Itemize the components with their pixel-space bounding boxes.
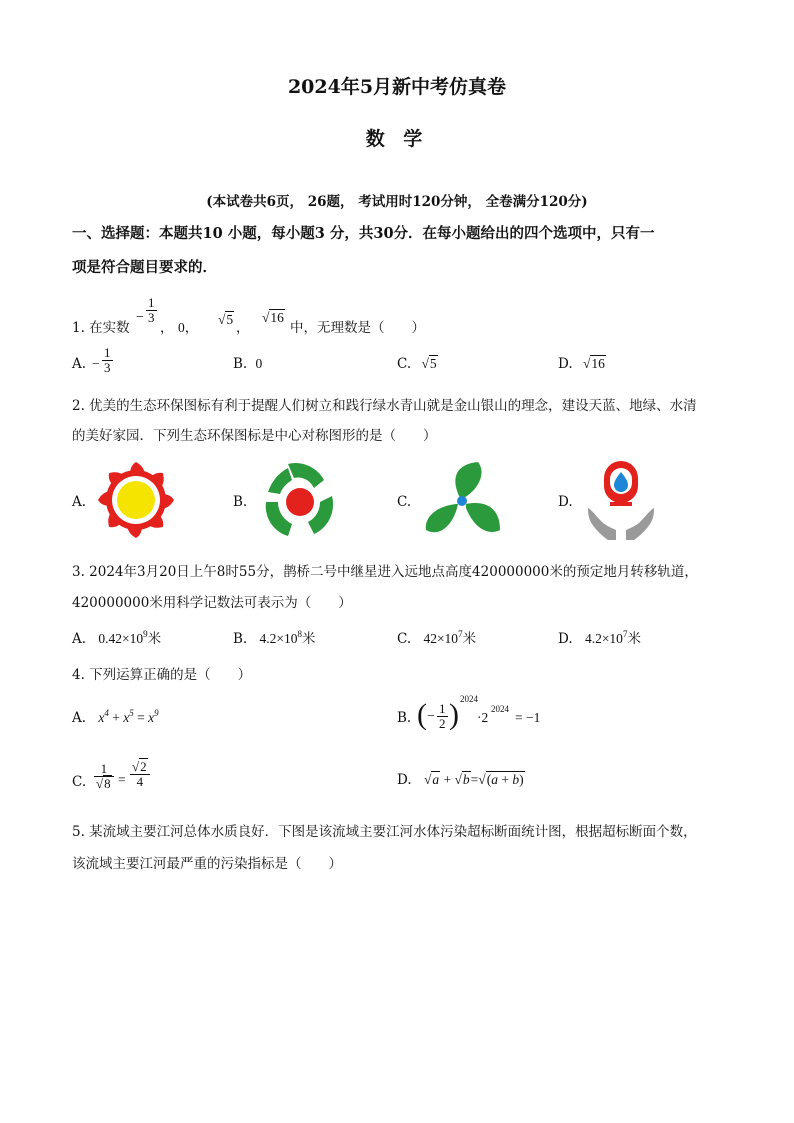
q3-option-a[interactable]: A. $0.42\times 10^9$米 <box>72 629 162 647</box>
q1-fraction: $\frac{1}{3}$ <box>148 295 155 325</box>
q4-option-d[interactable]: D. √a + √b=√(a + b) <box>397 772 524 788</box>
q5-line1: 5. 某流域主要江河总体水质良好．下图是该流域主要江河水体污染超标断面统计图，根据超标断面个数， <box>72 824 697 840</box>
q2-option-a-label[interactable]: A. <box>72 494 87 510</box>
q1-option-b[interactable]: B. 0 <box>233 356 263 372</box>
q4-stem: 4. 下列运算正确的是（ ） <box>72 667 252 683</box>
three-leaves-logo-icon[interactable] <box>420 458 504 542</box>
q1-suffix: 中，无理数是（ ） <box>290 320 425 336</box>
q1-option-a[interactable]: A. − $\frac{1}{3}$ <box>72 345 111 375</box>
q2-option-c-label[interactable]: C. <box>397 494 412 510</box>
q3-line1: 3. 2024年3月20日上午8时55分，鹊桥二号中继星进入远地点高度420000000米的预定地月转移轨道， <box>72 564 698 580</box>
q4-option-a[interactable]: A. $x^4 + x^5 = x^9$ <box>72 708 159 726</box>
q1-option-d[interactable]: D. √16 <box>558 356 605 372</box>
q2-option-d-label[interactable]: D. <box>558 494 573 510</box>
sun-flower-logo-icon[interactable] <box>95 459 177 541</box>
q2-line2: 的美好家园．下列生态环保图标是中心对称图形的是（ ） <box>72 428 437 444</box>
recycle-arrows-logo-icon[interactable] <box>258 458 342 542</box>
q3-option-b[interactable]: B. $4.2\times 10^8$米 <box>233 629 316 647</box>
q2-option-b-label[interactable]: B. <box>233 494 248 510</box>
question-1: 1. 在实数 − $\frac{1}{3}$ ， 0， √5 ， √16 中，无理数是（ ） <box>72 295 425 336</box>
section-heading-line1: 一、选择题：本题共10 小题，每小题3 分，共30分．在每小题给出的四个选项中，只有一 <box>72 225 655 242</box>
q4-option-b[interactable]: B. ( − $\frac{1}{2}$ ) 2024 ·2 2024 = −1 <box>397 694 541 731</box>
subject-title: 数 学 <box>365 128 429 150</box>
q3-line2: 420000000米用科学记数法可表示为（ ） <box>72 595 352 611</box>
hands-water-drop-logo-icon[interactable] <box>586 458 656 542</box>
exam-note: (本试卷共6页， 26题， 考试用时120分钟， 全卷满分120分) <box>206 194 588 210</box>
q3-option-d[interactable]: D. $4.2\times 10^7$米 <box>558 629 641 647</box>
q1-sqrt5: √5 <box>218 312 234 327</box>
q2-line1: 2. 优美的生态环保图标有利于提醒人们树立和践行绿水青山就是金山银山的理念，建设天蓝、地绿、水清 <box>72 398 697 414</box>
q3-option-c[interactable]: C. $42\times 10^7$米 <box>397 629 477 647</box>
q5-line2: 该流域主要江河最严重的污染指标是（ ） <box>72 856 342 872</box>
q1-sqrt16: √16 <box>262 310 284 325</box>
q1-option-c[interactable]: C. √5 <box>397 356 437 372</box>
q1-zero: 0， <box>178 320 199 335</box>
q4-option-c[interactable]: C. $\frac{1}{√8}$ = $\frac{√2}{4}$ <box>72 758 272 804</box>
exam-title: 2024年5月新中考仿真卷 <box>287 76 507 98</box>
q1-minus: − <box>136 310 144 325</box>
section-heading-line2: 项是符合题目要求的． <box>72 259 217 276</box>
q1-prefix: 1. 在实数 <box>72 320 130 336</box>
